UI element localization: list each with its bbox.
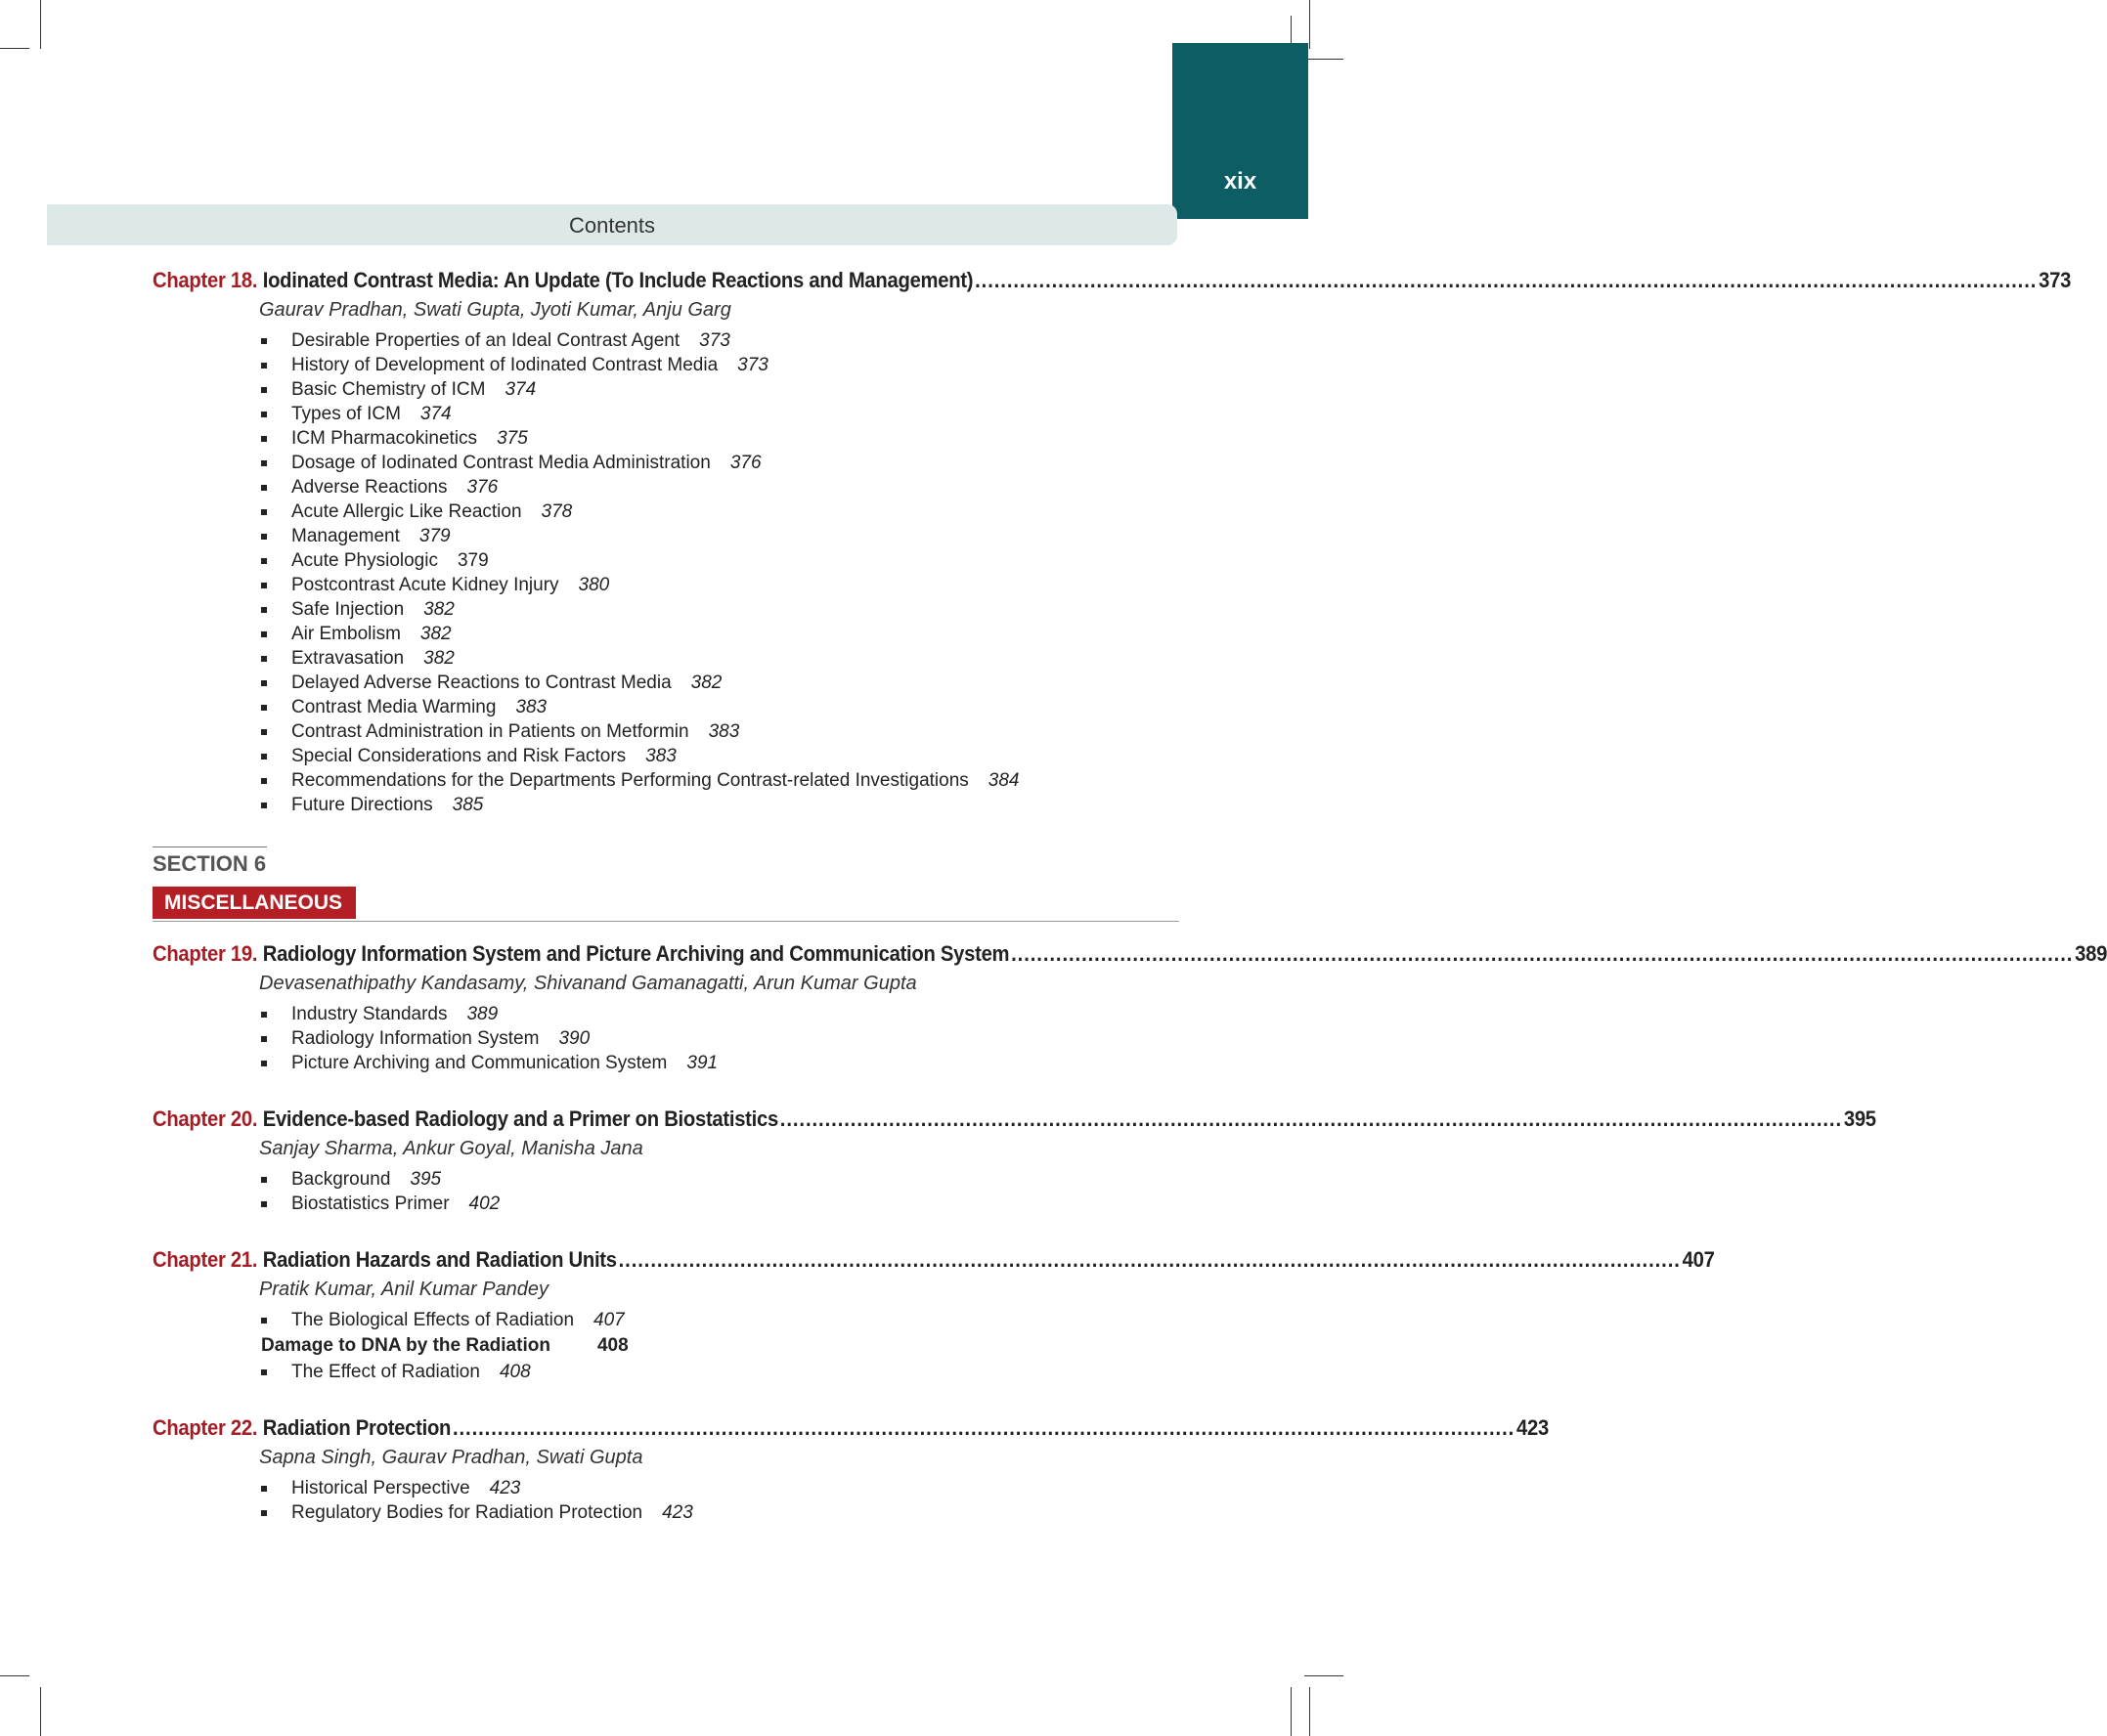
topic-text: Recommendations for the Departments Performing Contrast-related Investigations <box>291 770 969 791</box>
topic-item <box>259 622 1179 646</box>
topic-text: History of Development of Iodinated Contrast Media <box>291 355 719 375</box>
topic-item <box>259 1500 1179 1525</box>
bullet-icon <box>261 729 267 735</box>
topic-item <box>259 1360 1179 1384</box>
topic-text: The Effect of Radiation <box>291 1362 480 1382</box>
topic-page: 374 <box>505 379 537 400</box>
topic-item <box>259 353 1179 377</box>
chapter-label: Chapter 18. <box>153 268 258 292</box>
bullet-icon <box>261 509 267 515</box>
bullet-icon <box>261 1036 267 1042</box>
bullet-icon <box>261 631 267 637</box>
bullet-icon <box>261 534 267 540</box>
topic-page: 402 <box>468 1194 501 1214</box>
chapter-title: Evidence-based Radiology and a Primer on Biostatistics <box>262 1107 778 1131</box>
topic-item <box>259 671 1179 695</box>
bullet-icon <box>261 1201 267 1207</box>
crop-mark <box>1304 59 1343 60</box>
topic-page: 380 <box>578 575 610 595</box>
chapter-title: Radiation Hazards and Radiation Units <box>262 1247 617 1272</box>
topic-item <box>259 719 1179 744</box>
bullet-icon <box>261 387 267 393</box>
topic-text: The Biological Effects of Radiation <box>291 1310 575 1330</box>
chapter-heading[interactable] <box>153 939 2107 969</box>
topic-page: 408 <box>499 1362 531 1382</box>
bullet-icon <box>261 1177 267 1183</box>
chapter-heading[interactable] <box>153 1105 1876 1134</box>
bullet-icon <box>261 436 267 442</box>
topic-page: 382 <box>419 624 452 644</box>
crop-mark <box>1309 1687 1310 1736</box>
bullet-icon <box>261 460 267 466</box>
chapter-22 <box>153 1413 1549 1525</box>
chapter-title: Iodinated Contrast Media: An Update (To Include Reactions and Management) <box>262 268 974 292</box>
topic-text: Dosage of Iodinated Contrast Media Administration <box>291 453 711 473</box>
topic-item <box>259 573 1179 597</box>
topic-text: Acute Allergic Like Reaction <box>291 501 522 522</box>
topic-page: 391 <box>686 1053 719 1073</box>
table-of-contents <box>153 266 2107 1554</box>
topic-text: Radiology Information System <box>291 1028 540 1049</box>
topic-text: Picture Archiving and Communication System <box>291 1053 668 1073</box>
topic-list <box>259 328 1179 817</box>
crop-mark <box>1304 1675 1343 1676</box>
bullet-icon <box>261 412 267 417</box>
bullet-icon <box>261 1486 267 1492</box>
topic-item <box>259 695 1179 719</box>
topic-item <box>259 744 1179 768</box>
topic-list <box>259 1167 1179 1216</box>
topic-text: Contrast Administration in Patients on Metformin <box>291 721 689 742</box>
topic-list <box>259 1308 1179 1332</box>
chapter-label: Chapter 19. <box>153 941 258 966</box>
topic-item <box>259 1167 1179 1192</box>
topic-page: 382 <box>690 673 723 693</box>
topic-page: 376 <box>729 453 762 473</box>
topic-item <box>259 524 1179 548</box>
topic-text: Future Directions <box>291 795 433 815</box>
crop-mark <box>40 0 41 49</box>
bullet-icon <box>261 1012 267 1018</box>
topic-list <box>259 1476 1179 1525</box>
running-header-title: Contents <box>568 213 656 238</box>
chapter-page: 395 <box>1843 1107 1876 1131</box>
topic-item <box>259 426 1179 451</box>
topic-page: 379 <box>457 550 489 571</box>
topic-item <box>259 597 1179 622</box>
chapter-title: Radiology Information System and Picture Archiving and Communication System <box>262 941 1010 966</box>
subheading-text: Damage to DNA by the Radiation <box>261 1335 550 1356</box>
topic-text: Desirable Properties of an Ideal Contrast Agent <box>291 330 680 351</box>
chapter-label: Chapter 20. <box>153 1107 258 1131</box>
page-number: xix <box>1223 168 1257 195</box>
topic-item <box>259 402 1179 426</box>
bullet-icon <box>261 656 267 662</box>
section-rule <box>153 846 267 847</box>
topic-page: 373 <box>737 355 768 375</box>
topic-subheading <box>261 1332 1179 1360</box>
bullet-icon <box>261 754 267 760</box>
topic-item <box>259 793 1179 817</box>
dot-leader: ...................................................................................................................................................................... <box>779 1107 1843 1131</box>
topic-item <box>259 548 1179 573</box>
chapter-authors: Sapna Singh, Gaurav Pradhan, Swati Gupta <box>259 1447 643 1468</box>
topic-text: Delayed Adverse Reactions to Contrast Media <box>291 673 672 693</box>
section-name-badge: MISCELLANEOUS <box>153 887 356 919</box>
section-label: SECTION 6 <box>153 851 267 876</box>
chapter-authors: Devasenathipathy Kandasamy, Shivanand Gamanagatti, Arun Kumar Gupta <box>259 973 917 994</box>
chapter-18 <box>153 266 2072 817</box>
topic-page: 423 <box>489 1478 521 1498</box>
chapter-label: Chapter 21. <box>153 1247 258 1272</box>
chapter-19 <box>153 939 2107 1075</box>
chapter-page: 373 <box>2039 268 2072 292</box>
topic-page: 373 <box>699 330 730 351</box>
section-heading <box>153 846 1179 922</box>
topic-text: Acute Physiologic <box>291 550 438 571</box>
topic-text: Historical Perspective <box>291 1478 470 1498</box>
chapter-20 <box>153 1105 1876 1216</box>
crop-mark <box>1291 1687 1292 1736</box>
bullet-icon <box>261 803 267 808</box>
topic-item <box>259 1002 1179 1026</box>
topic-list <box>259 1360 1179 1384</box>
section-divider <box>153 921 1179 922</box>
topic-page: 383 <box>645 746 677 766</box>
topic-text: Adverse Reactions <box>291 477 448 498</box>
bullet-icon <box>261 363 267 369</box>
chapter-authors: Gaurav Pradhan, Swati Gupta, Jyoti Kumar, Anju Garg <box>259 299 731 321</box>
topic-page: 390 <box>558 1028 591 1049</box>
topic-text: Postcontrast Acute Kidney Injury <box>291 575 559 595</box>
topic-item <box>259 451 1179 475</box>
bullet-icon <box>261 1061 267 1066</box>
topic-text: ICM Pharmacokinetics <box>291 428 478 449</box>
topic-page: 407 <box>593 1310 625 1330</box>
bullet-icon <box>261 338 267 344</box>
running-header <box>47 204 1177 245</box>
topic-text: Safe Injection <box>291 599 405 620</box>
dot-leader: ...................................................................................................................................................................... <box>618 1247 1681 1272</box>
chapter-authors: Pratik Kumar, Anil Kumar Pandey <box>259 1279 549 1300</box>
topic-item <box>259 1308 1179 1332</box>
topic-text: Extravasation <box>291 648 405 669</box>
topic-page: 383 <box>515 697 548 717</box>
topic-page: 382 <box>423 648 455 669</box>
crop-mark <box>0 48 29 49</box>
crop-mark <box>40 1687 41 1736</box>
topic-item <box>259 475 1179 499</box>
dot-leader: ...................................................................................................................................................................... <box>975 268 2038 292</box>
bullet-icon <box>261 680 267 686</box>
topic-text: Management <box>291 526 400 546</box>
topic-text: Contrast Media Warming <box>291 697 497 717</box>
topic-item <box>259 377 1179 402</box>
page-number-tab <box>1172 43 1308 219</box>
topic-list <box>259 1002 1179 1075</box>
bullet-icon <box>261 607 267 613</box>
bullet-icon <box>261 1318 267 1324</box>
topic-page: 382 <box>423 599 455 620</box>
topic-item <box>259 1192 1179 1216</box>
crop-mark <box>1309 0 1310 49</box>
topic-text: Regulatory Bodies for Radiation Protection <box>291 1502 643 1523</box>
chapter-heading[interactable] <box>153 266 2072 295</box>
topic-text: Background <box>291 1169 391 1190</box>
bullet-icon <box>261 778 267 784</box>
chapter-heading[interactable] <box>153 1245 1715 1275</box>
topic-page: 376 <box>466 477 499 498</box>
topic-text: Basic Chemistry of ICM <box>291 379 486 400</box>
topic-item <box>259 1051 1179 1075</box>
topic-item <box>259 646 1179 671</box>
topic-item <box>259 499 1179 524</box>
bullet-icon <box>261 705 267 711</box>
topic-page: 395 <box>410 1169 442 1190</box>
bullet-icon <box>261 485 267 491</box>
chapter-page: 423 <box>1516 1415 1549 1440</box>
bullet-icon <box>261 1369 267 1375</box>
dot-leader: ...................................................................................................................................................................... <box>452 1415 1515 1440</box>
topic-page: 383 <box>708 721 740 742</box>
topic-text: Biostatistics Primer <box>291 1194 450 1214</box>
topic-item <box>259 1026 1179 1051</box>
topic-page: 378 <box>541 501 573 522</box>
topic-page: 423 <box>662 1502 693 1523</box>
topic-page: 389 <box>466 1004 499 1024</box>
chapter-label: Chapter 22. <box>153 1415 258 1440</box>
crop-mark <box>0 1675 29 1676</box>
topic-text: Types of ICM <box>291 404 401 424</box>
topic-page: 385 <box>452 795 484 815</box>
chapter-title: Radiation Protection <box>262 1415 452 1440</box>
topic-text: Special Considerations and Risk Factors <box>291 746 627 766</box>
topic-page: 375 <box>497 428 528 449</box>
topic-item <box>259 1476 1179 1500</box>
bullet-icon <box>261 558 267 564</box>
topic-page: 374 <box>419 404 452 424</box>
chapter-21 <box>153 1245 1715 1384</box>
bullet-icon <box>261 1510 267 1516</box>
topic-text: Industry Standards <box>291 1004 448 1024</box>
chapter-page: 389 <box>2075 941 2107 966</box>
topic-page: 379 <box>418 526 451 546</box>
topic-item <box>259 328 1179 353</box>
chapter-heading[interactable] <box>153 1413 1549 1443</box>
topic-text: Air Embolism <box>291 624 401 644</box>
subheading-page: 408 <box>596 1335 629 1356</box>
chapter-authors: Sanjay Sharma, Ankur Goyal, Manisha Jana <box>259 1138 643 1159</box>
dot-leader: ...................................................................................................................................................................... <box>1011 941 2074 966</box>
bullet-icon <box>261 583 267 588</box>
chapter-page: 407 <box>1682 1247 1715 1272</box>
topic-item <box>259 768 1179 793</box>
topic-page: 384 <box>988 770 1020 791</box>
